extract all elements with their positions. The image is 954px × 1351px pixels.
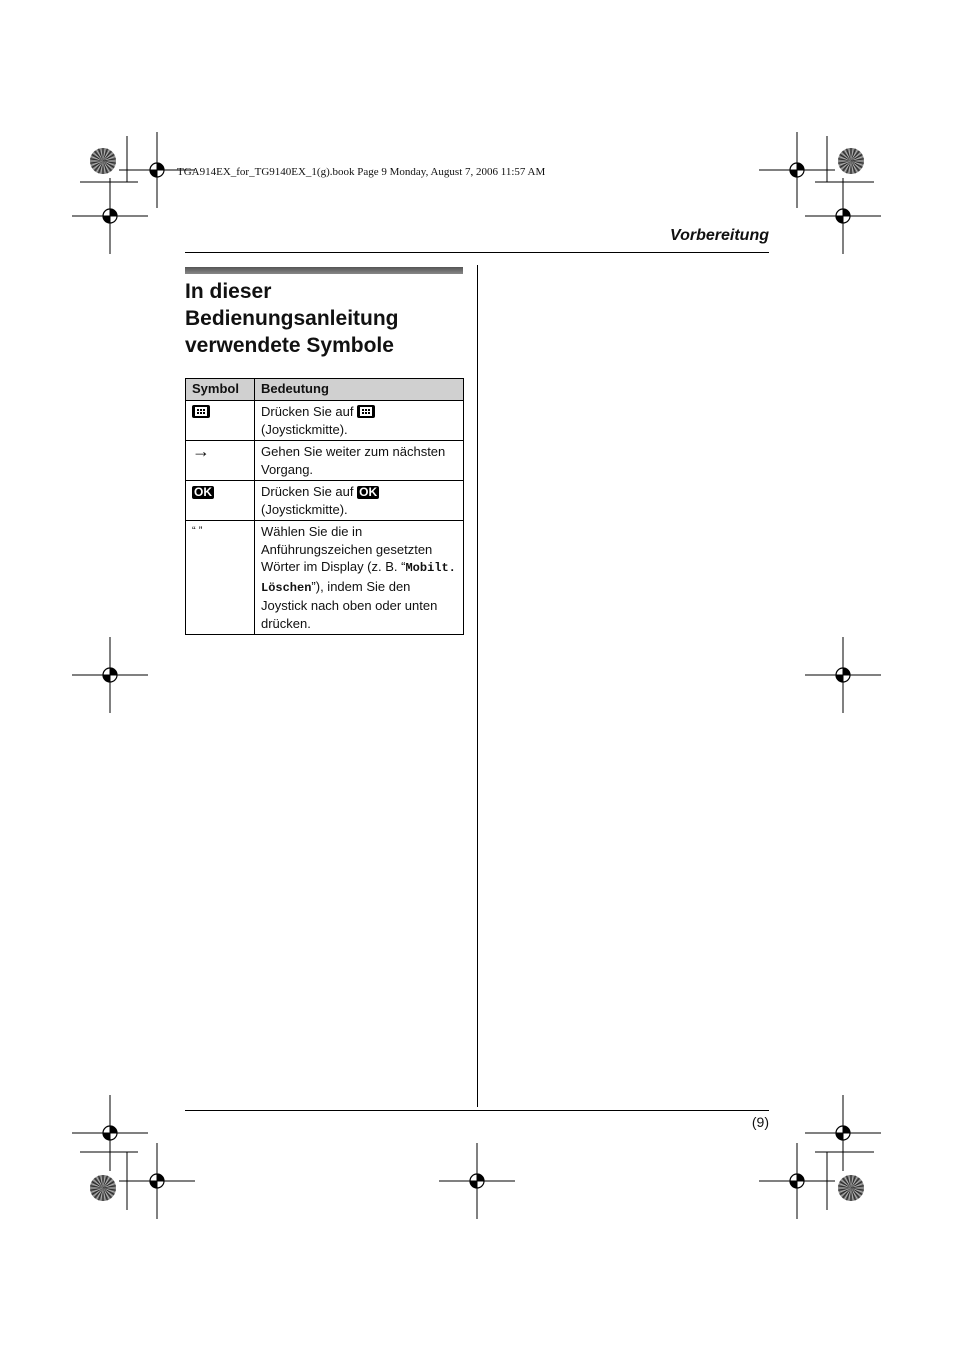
heading-line-3: verwendete Symbole — [185, 334, 394, 357]
registration-star-mark — [838, 148, 864, 174]
column-header-meaning: Bedeutung — [255, 379, 464, 401]
registration-cross-mark — [805, 637, 881, 713]
column-divider — [477, 265, 478, 1107]
page-number: (9) — [751, 1114, 769, 1130]
header-rule — [185, 252, 769, 253]
registration-star-mark — [838, 1175, 864, 1201]
meaning-text-before: Drücken Sie auf — [261, 484, 358, 499]
registration-star-mark — [90, 1175, 116, 1201]
registration-cross-mark — [759, 1143, 835, 1219]
symbol-cell — [186, 441, 255, 481]
page-heading — [185, 278, 463, 359]
registration-cross-mark — [72, 178, 148, 254]
heading-bar — [185, 267, 463, 274]
meaning-cell: Gehen Sie weiter zum nächsten Vorgang. — [255, 441, 464, 481]
symbols-table — [185, 378, 464, 635]
heading-line-1: In dieser — [185, 280, 272, 303]
meaning-cell — [255, 401, 464, 441]
symbol-cell — [186, 401, 255, 441]
heading-line-2: Bedienungsanleitung — [185, 307, 399, 330]
symbol-cell — [186, 481, 255, 521]
display-text: Mobilt. Löschen — [261, 561, 456, 595]
table-row — [186, 401, 464, 441]
meaning-text-after: (Joystickmitte). — [261, 421, 348, 437]
table-row — [186, 521, 464, 635]
registration-cross-mark — [439, 1143, 515, 1219]
ok-key-icon: OK — [194, 485, 212, 499]
registration-cross-mark — [805, 178, 881, 254]
table-header-row — [186, 379, 464, 401]
arrow-right-icon: → — [192, 441, 210, 461]
column-header-symbol: Symbol — [186, 379, 255, 401]
menu-key-icon — [192, 405, 210, 418]
meaning-text-before: Wählen Sie die in Anführungszeichen gesetzten Wörter im Display (z. B. “ — [261, 524, 433, 574]
registration-cross-mark — [119, 1143, 195, 1219]
table-row — [186, 481, 464, 521]
table-row — [186, 441, 464, 481]
ok-key-icon: OK — [359, 485, 378, 499]
symbol-cell: “ ” — [186, 521, 255, 635]
meaning-cell — [255, 521, 464, 635]
meaning-cell — [255, 481, 464, 521]
section-title: Vorbereitung — [670, 227, 769, 244]
menu-key-icon — [357, 405, 375, 418]
registration-cross-mark — [72, 1095, 148, 1171]
registration-cross-mark — [72, 637, 148, 713]
registration-cross-mark — [759, 132, 835, 208]
registration-star-mark — [90, 148, 116, 174]
meaning-text-after: ”), indem Sie den Joystick nach oben oder unten drücken. — [261, 578, 438, 631]
print-info: TGA914EX_for_TG9140EX_1(g).book Page 9 Monday, August 7, 2006 11:57 AM — [177, 166, 546, 178]
footer-rule — [185, 1110, 769, 1111]
meaning-text-after: (Joystickmitte). — [261, 501, 348, 517]
meaning-text-before: Drücken Sie auf — [261, 404, 358, 419]
registration-cross-mark — [805, 1095, 881, 1171]
